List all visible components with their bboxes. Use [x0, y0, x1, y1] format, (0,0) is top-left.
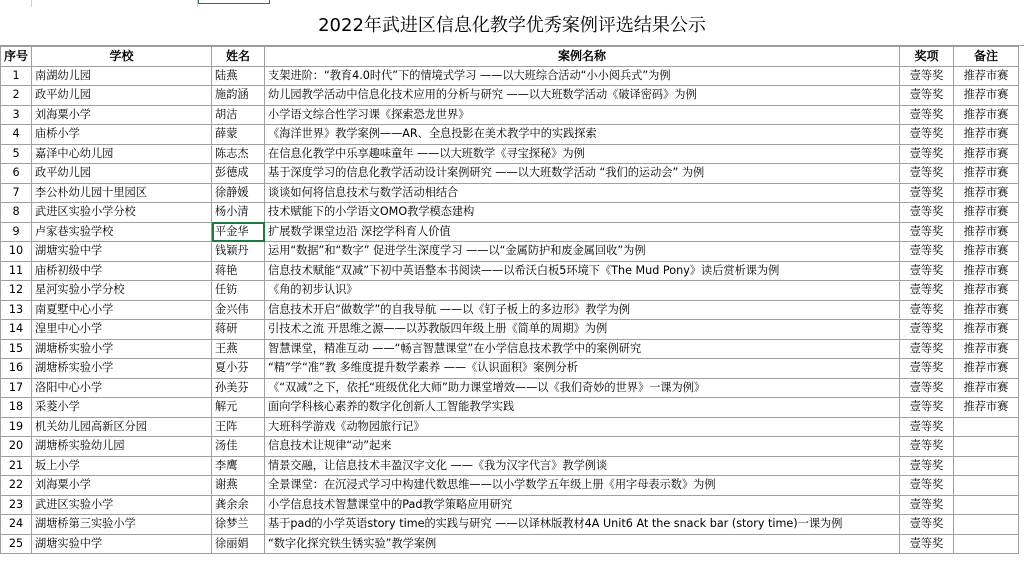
cell-school[interactable]: 政平幼儿园 — [32, 86, 212, 106]
cell-remark[interactable] — [954, 515, 1019, 535]
cell-case[interactable]: 信息技术让规律“动”起来 — [265, 437, 900, 457]
cell-school[interactable]: 南湖幼儿园 — [32, 66, 212, 86]
cell-case[interactable]: 运用“数据”和“数字” 促进学生深度学习 ——以“金属防护和废金属回收”为例 — [265, 242, 900, 262]
cell-school[interactable]: 湖塘实验中学 — [32, 242, 212, 262]
cell-school[interactable]: 洛阳中心小学 — [32, 378, 212, 398]
cell-remark[interactable] — [954, 534, 1019, 554]
cell-remark[interactable] — [954, 437, 1019, 457]
cell-case[interactable]: 《海洋世界》教学案例——AR、全息投影在美术教学中的实践探索 — [265, 125, 900, 145]
table-row — [1, 222, 1019, 242]
table-row — [1, 86, 1019, 106]
cell-name[interactable]: 徐梦兰 — [212, 515, 265, 535]
cell-school[interactable]: 政平幼儿园 — [32, 164, 212, 184]
cell-remark[interactable]: 推荐市赛 — [954, 378, 1019, 398]
strip-cell — [0, 0, 32, 7]
sheet-title: 2022年武进区信息化教学优秀案例评选结果公示 — [0, 7, 1024, 46]
cell-award[interactable]: 壹等奖 — [900, 378, 954, 398]
cell-school[interactable]: 刘海粟小学 — [32, 105, 212, 125]
table-row — [1, 378, 1019, 398]
cell-name[interactable]: 陈志杰 — [212, 144, 265, 164]
cell-school[interactable]: 庙桥初级中学 — [32, 261, 212, 281]
cell-remark[interactable]: 推荐市赛 — [954, 222, 1019, 242]
cell-no[interactable]: 21 — [1, 456, 32, 476]
cell-remark[interactable]: 推荐市赛 — [954, 86, 1019, 106]
header-name[interactable]: 姓名 — [212, 47, 265, 67]
cell-school[interactable]: 武进区实验小学 — [32, 495, 212, 515]
table-row — [1, 125, 1019, 145]
cell-case[interactable]: 扩展数学课堂边沿 深挖学科育人价值 — [265, 222, 900, 242]
cell-school[interactable]: 卢家巷实验学校 — [32, 222, 212, 242]
cell-case[interactable]: 大班科学游戏《动物园旅行记》 — [265, 417, 900, 437]
table-row — [1, 339, 1019, 359]
cell-case[interactable]: “数字化探究铁生锈实验”教学案例 — [265, 534, 900, 554]
cell-remark[interactable]: 推荐市赛 — [954, 398, 1019, 418]
table-row — [1, 437, 1019, 457]
cell-case[interactable]: 技术赋能下的小学语文OMO教学模态建构 — [265, 203, 900, 223]
cell-award[interactable]: 壹等奖 — [900, 261, 954, 281]
cell-school[interactable]: 湖塘桥实验小学 — [32, 339, 212, 359]
cell-no[interactable]: 15 — [1, 339, 32, 359]
cell-case[interactable]: 情景交融，让信息技术丰盈汉字文化 ——《我为汉字代言》教学例谈 — [265, 456, 900, 476]
cell-name[interactable]: 彭德成 — [212, 164, 265, 184]
cell-award[interactable]: 壹等奖 — [900, 203, 954, 223]
cell-no[interactable]: 9 — [1, 222, 32, 242]
table-row — [1, 417, 1019, 437]
cell-no[interactable]: 25 — [1, 534, 32, 554]
cell-case[interactable]: 《“双减”之下，依托“班级优化大师”助力课堂增效——以《我们奇妙的世界》一课为例》 — [265, 378, 900, 398]
cell-award[interactable]: 壹等奖 — [900, 164, 954, 184]
cell-case[interactable]: 信息技术开启“做数学”的自我导航 ——以《钉子板上的多边形》教学为例 — [265, 300, 900, 320]
table-row — [1, 164, 1019, 184]
cell-name[interactable]: 汤佳 — [212, 437, 265, 457]
cell-name[interactable]: 蒋研 — [212, 320, 265, 340]
cell-remark[interactable]: 推荐市赛 — [954, 359, 1019, 379]
cell-case[interactable]: 信息技术赋能“双减”下初中英语整本书阅读——以希沃白板5环境下《The Mud Pony》读后赏析课为例 — [265, 261, 900, 281]
cell-name[interactable]: 施韵涵 — [212, 86, 265, 106]
cell-remark[interactable] — [954, 417, 1019, 437]
cell-award[interactable]: 壹等奖 — [900, 105, 954, 125]
cell-award[interactable]: 壹等奖 — [900, 456, 954, 476]
cell-remark[interactable]: 推荐市赛 — [954, 125, 1019, 145]
cell-no[interactable]: 1 — [1, 66, 32, 86]
cell-award[interactable]: 壹等奖 — [900, 417, 954, 437]
cell-no[interactable]: 3 — [1, 105, 32, 125]
cell-case[interactable]: “精”学“准”教 多维度提升数学素养 ——《认识面积》案例分析 — [265, 359, 900, 379]
cell-name[interactable]: 蒋艳 — [212, 261, 265, 281]
cell-case[interactable]: 幼儿园教学活动中信息化技术应用的分析与研究 ——以大班数学活动《破译密码》为例 — [265, 86, 900, 106]
cell-case[interactable]: 小学信息技术智慧课堂中的Pad教学策略应用研究 — [265, 495, 900, 515]
table-header-row — [1, 47, 1019, 67]
cell-award[interactable]: 壹等奖 — [900, 437, 954, 457]
cell-name[interactable]: 王阵 — [212, 417, 265, 437]
cell-award[interactable]: 壹等奖 — [900, 339, 954, 359]
cell-name[interactable]: 金兴伟 — [212, 300, 265, 320]
cell-remark[interactable]: 推荐市赛 — [954, 300, 1019, 320]
cell-award[interactable]: 壹等奖 — [900, 183, 954, 203]
cell-school[interactable]: 嘉泽中心幼儿园 — [32, 144, 212, 164]
cell-school[interactable]: 采菱小学 — [32, 398, 212, 418]
cell-award[interactable]: 壹等奖 — [900, 534, 954, 554]
cell-remark[interactable]: 推荐市赛 — [954, 281, 1019, 301]
cell-no[interactable]: 22 — [1, 476, 32, 496]
cell-no[interactable]: 23 — [1, 495, 32, 515]
cell-name[interactable]: 李鹰 — [212, 456, 265, 476]
cell-school[interactable]: 刘海粟小学 — [32, 476, 212, 496]
cell-name[interactable]: 陆燕 — [212, 66, 265, 86]
cell-award[interactable]: 壹等奖 — [900, 86, 954, 106]
cell-remark[interactable]: 推荐市赛 — [954, 203, 1019, 223]
results-table — [0, 46, 1019, 554]
cell-name[interactable]: 杨小清 — [212, 203, 265, 223]
strip-cell — [32, 0, 198, 7]
cell-case[interactable]: 引技术之流 开思维之源——以苏教版四年级上册《简单的周期》为例 — [265, 320, 900, 340]
cell-no[interactable]: 24 — [1, 515, 32, 535]
header-no[interactable]: 序号 — [1, 47, 32, 67]
cell-no[interactable]: 8 — [1, 203, 32, 223]
cell-no[interactable]: 20 — [1, 437, 32, 457]
table-row — [1, 515, 1019, 535]
cell-name[interactable]: 龚余余 — [212, 495, 265, 515]
cell-case[interactable]: 《角的初步认识》 — [265, 281, 900, 301]
table-row — [1, 398, 1019, 418]
cell-case[interactable]: 小学语文综合性学习课《探索恐龙世界》 — [265, 105, 900, 125]
sheet-top-strip — [0, 0, 1024, 7]
cell-no[interactable]: 14 — [1, 320, 32, 340]
cell-name[interactable]: 薛蒙 — [212, 125, 265, 145]
header-case[interactable]: 案例名称 — [265, 47, 900, 67]
cell-case[interactable]: 在信息化教学中乐享趣味童年 ——以大班数学《寻宝探秘》为例 — [265, 144, 900, 164]
cell-school[interactable]: 机关幼儿园高新区分园 — [32, 417, 212, 437]
table-row — [1, 359, 1019, 379]
cell-remark[interactable]: 推荐市赛 — [954, 320, 1019, 340]
cell-award[interactable]: 壹等奖 — [900, 300, 954, 320]
cell-name[interactable]: 徐丽娟 — [212, 534, 265, 554]
cell-no[interactable]: 10 — [1, 242, 32, 262]
cell-school[interactable]: 李公朴幼儿园十里园区 — [32, 183, 212, 203]
cell-no[interactable]: 12 — [1, 281, 32, 301]
table-row — [1, 476, 1019, 496]
cell-award[interactable]: 壹等奖 — [900, 281, 954, 301]
table-row — [1, 320, 1019, 340]
cell-case[interactable]: 基于pad的小学英语story time的实践与研究 ——以译林版教材4A Unit6 At the snack bar (story time)一课为例 — [265, 515, 900, 535]
cell-no[interactable]: 19 — [1, 417, 32, 437]
cell-name[interactable]: 解元 — [212, 398, 265, 418]
cell-award[interactable]: 壹等奖 — [900, 144, 954, 164]
table-row — [1, 105, 1019, 125]
table-row — [1, 261, 1019, 281]
table-row — [1, 300, 1019, 320]
cell-name[interactable]: 谢燕 — [212, 476, 265, 496]
cell-school[interactable]: 星河实验小学分校 — [32, 281, 212, 301]
cell-school[interactable]: 湖塘桥实验幼儿园 — [32, 437, 212, 457]
table-row — [1, 534, 1019, 554]
cell-award[interactable]: 壹等奖 — [900, 320, 954, 340]
cell-remark[interactable] — [954, 456, 1019, 476]
cell-case[interactable]: 智慧课堂，精准互动 ——“畅言智慧课堂”在小学信息技术教学中的案例研究 — [265, 339, 900, 359]
cell-remark[interactable] — [954, 476, 1019, 496]
cell-award[interactable]: 壹等奖 — [900, 359, 954, 379]
cell-award[interactable]: 壹等奖 — [900, 515, 954, 535]
table-row — [1, 456, 1019, 476]
cell-award[interactable]: 壹等奖 — [900, 125, 954, 145]
cell-name[interactable]: 孙美芬 — [212, 378, 265, 398]
table-row — [1, 66, 1019, 86]
cell-school[interactable]: 庙桥小学 — [32, 125, 212, 145]
cell-case[interactable]: 支架进阶：“教育4.0时代”下的情境式学习 ——以大班综合活动“小小阅兵式”为例 — [265, 66, 900, 86]
cell-school[interactable]: 武进区实验小学分校 — [32, 203, 212, 223]
selection-indicator — [198, 0, 270, 4]
cell-case[interactable]: 基于深度学习的信息化教学活动设计案例研究 ——以大班数学活动 “我们的运动会” 为例 — [265, 164, 900, 184]
table-row — [1, 183, 1019, 203]
cell-remark[interactable]: 推荐市赛 — [954, 339, 1019, 359]
cell-school[interactable]: 湖塘实验中学 — [32, 534, 212, 554]
cell-no[interactable]: 2 — [1, 86, 32, 106]
cell-name[interactable]: 王燕 — [212, 339, 265, 359]
cell-no[interactable]: 17 — [1, 378, 32, 398]
table-row — [1, 203, 1019, 223]
cell-name[interactable]: 夏小芬 — [212, 359, 265, 379]
header-award[interactable]: 奖项 — [900, 47, 954, 67]
cell-no[interactable]: 11 — [1, 261, 32, 281]
cell-no[interactable]: 18 — [1, 398, 32, 418]
table-row — [1, 242, 1019, 262]
cell-remark[interactable]: 推荐市赛 — [954, 144, 1019, 164]
cell-name[interactable]: 胡洁 — [212, 105, 265, 125]
table-row — [1, 495, 1019, 515]
cell-remark[interactable]: 推荐市赛 — [954, 66, 1019, 86]
cell-remark[interactable]: 推荐市赛 — [954, 242, 1019, 262]
cell-case[interactable]: 面向学科核心素养的数字化创新人工智能教学实践 — [265, 398, 900, 418]
cell-remark[interactable]: 推荐市赛 — [954, 164, 1019, 184]
table-row — [1, 144, 1019, 164]
cell-remark[interactable]: 推荐市赛 — [954, 105, 1019, 125]
cell-award[interactable]: 壹等奖 — [900, 398, 954, 418]
cell-school[interactable]: 湖塘桥第三实验小学 — [32, 515, 212, 535]
cell-no[interactable]: 13 — [1, 300, 32, 320]
header-school[interactable]: 学校 — [32, 47, 212, 67]
cell-award[interactable]: 壹等奖 — [900, 66, 954, 86]
table-row — [1, 281, 1019, 301]
cell-remark[interactable]: 推荐市赛 — [954, 183, 1019, 203]
cell-name[interactable]: 平金华 — [212, 222, 265, 242]
cell-school[interactable]: 湖塘桥实验小学 — [32, 359, 212, 379]
cell-no[interactable]: 4 — [1, 125, 32, 145]
cell-name[interactable]: 任钫 — [212, 281, 265, 301]
cell-no[interactable]: 6 — [1, 164, 32, 184]
cell-school[interactable]: 南夏墅中心小学 — [32, 300, 212, 320]
cell-award[interactable]: 壹等奖 — [900, 222, 954, 242]
cell-case[interactable]: 全景课堂：在沉浸式学习中构建代数思维——以小学数学五年级上册《用字母表示数》为例 — [265, 476, 900, 496]
cell-no[interactable]: 16 — [1, 359, 32, 379]
cell-case[interactable]: 谈谈如何将信息技术与数学活动相结合 — [265, 183, 900, 203]
cell-remark[interactable]: 推荐市赛 — [954, 261, 1019, 281]
cell-name[interactable]: 徐静媛 — [212, 183, 265, 203]
cell-award[interactable]: 壹等奖 — [900, 242, 954, 262]
cell-school[interactable]: 坂上小学 — [32, 456, 212, 476]
cell-award[interactable]: 壹等奖 — [900, 476, 954, 496]
cell-no[interactable]: 5 — [1, 144, 32, 164]
cell-name[interactable]: 钱颖丹 — [212, 242, 265, 262]
header-remark[interactable]: 备注 — [954, 47, 1019, 67]
cell-no[interactable]: 7 — [1, 183, 32, 203]
cell-award[interactable]: 壹等奖 — [900, 495, 954, 515]
cell-remark[interactable] — [954, 495, 1019, 515]
cell-school[interactable]: 湟里中心小学 — [32, 320, 212, 340]
